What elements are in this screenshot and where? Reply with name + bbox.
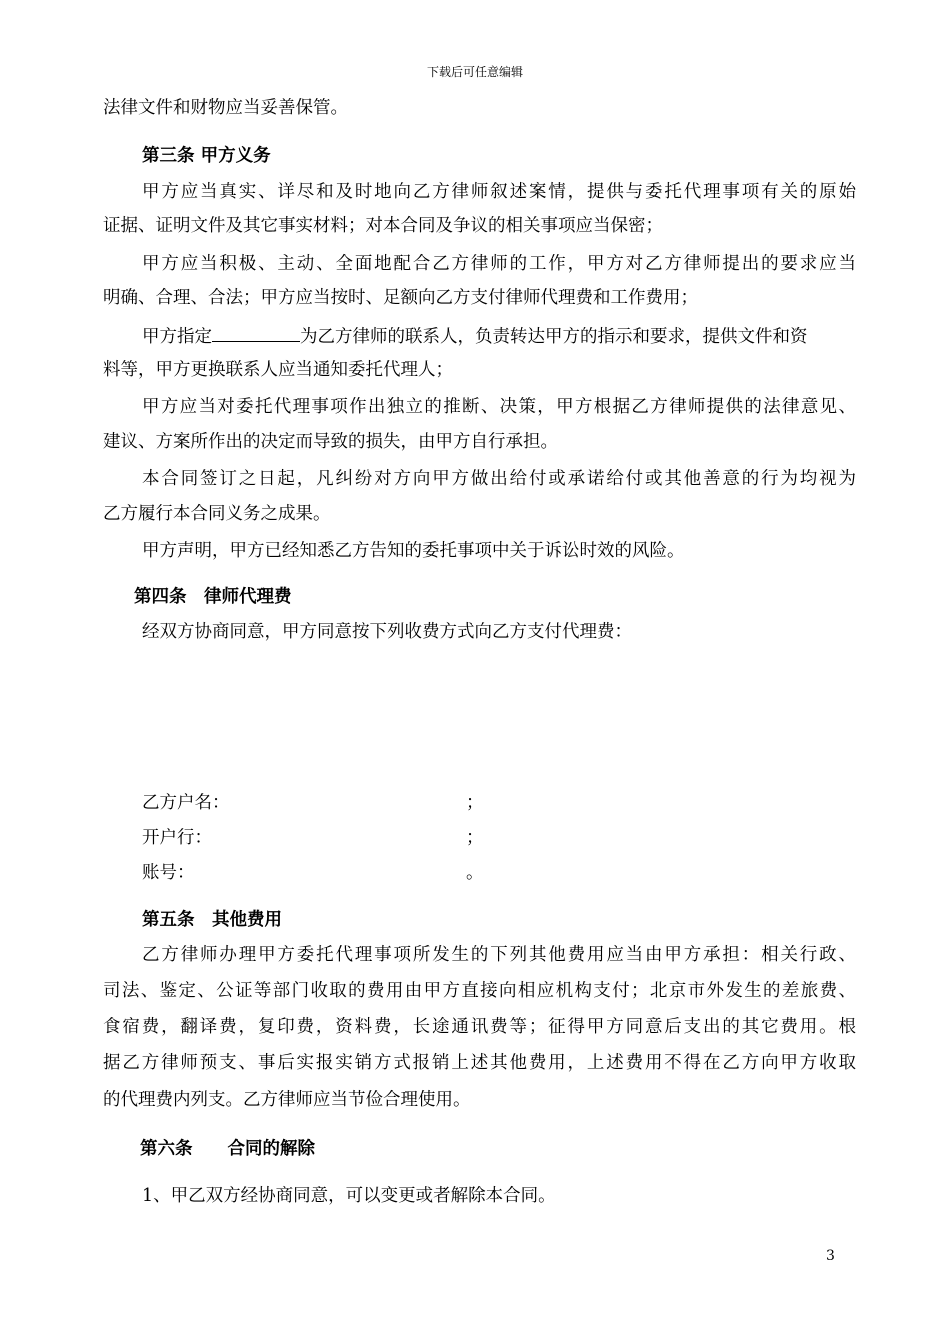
text-line: 乙方履行本合同义务之成果。 xyxy=(103,504,331,524)
text-line: 据乙方律师预支、事后实报实销方式报销上述其他费用，上述费用不得在乙方向甲方收取 xyxy=(103,1053,856,1073)
article-4-heading: 第四条 律师代理费 xyxy=(134,587,292,607)
contact-person-blank xyxy=(212,323,300,342)
text-line: 1、甲乙双方经协商同意，可以变更或者解除本合同。 xyxy=(142,1186,556,1206)
text-segment: 甲方指定 xyxy=(142,327,212,347)
article-6-heading: 第六条 合同的解除 xyxy=(140,1139,315,1159)
bank-label: 开户行： xyxy=(142,828,212,848)
article-3-heading: 第三条 甲方义务 xyxy=(142,146,271,166)
text-segment: 为乙方律师的联系人，负责转达甲方的指示和要求，提供文件和资 xyxy=(300,327,808,347)
account-number-end: 。 xyxy=(466,863,484,883)
text-line: 甲方应当真实、详尽和及时地向乙方律师叙述案情，提供与委托代理事项有关的原始 xyxy=(142,182,856,202)
bank-end: ； xyxy=(466,828,484,848)
text-line: 本合同签订之日起，凡纠纷对方向甲方做出给付或承诺给付或其他善意的行为均视为 xyxy=(142,469,856,489)
text-line: 经双方协商同意，甲方同意按下列收费方式向乙方支付代理费： xyxy=(142,622,632,642)
text-line: 明确、合理、合法；甲方应当按时、足额向乙方支付律师代理费和工作费用； xyxy=(103,288,698,308)
text-line: 乙方律师办理甲方委托代理事项所发生的下列其他费用应当由甲方承担：相关行政、 xyxy=(142,945,856,965)
page-header-note: 下载后可任意编辑 xyxy=(426,65,523,79)
account-name-label: 乙方户名： xyxy=(142,793,230,813)
text-line: 证据、证明文件及其它事实材料；对本合同及争议的相关事项应当保密； xyxy=(103,216,663,236)
account-name-end: ； xyxy=(466,793,484,813)
text-line: 司法、鉴定、公证等部门收取的费用由甲方直接向相应机构支付；北京市外发生的差旅费、 xyxy=(103,981,856,1001)
text-line: 甲方声明，甲方已经知悉乙方告知的委托事项中关于诉讼时效的风险。 xyxy=(142,541,685,561)
account-number-label: 账号： xyxy=(142,863,195,883)
text-line: 甲方应当对委托代理事项作出独立的推断、决策，甲方根据乙方律师提供的法律意见、 xyxy=(142,397,856,417)
text-line: 建议、方案所作出的决定而导致的损失，由甲方自行承担。 xyxy=(103,432,558,452)
text-line: 法律文件和财物应当妥善保管。 xyxy=(103,98,348,118)
article-5-heading: 第五条 其他费用 xyxy=(142,910,282,930)
text-line: 甲方应当积极、主动、全面地配合乙方律师的工作，甲方对乙方律师提出的要求应当 xyxy=(142,254,856,274)
page-number: 3 xyxy=(826,1248,835,1264)
text-line: 料等，甲方更换联系人应当通知委托代理人； xyxy=(103,360,453,380)
text-line: 的代理费内列支。乙方律师应当节俭合理使用。 xyxy=(103,1090,471,1110)
text-line: 食宿费，翻译费，复印费，资料费，长途通讯费等；征得甲方同意后支出的其它费用。根 xyxy=(103,1017,856,1037)
text-line xyxy=(142,323,808,349)
